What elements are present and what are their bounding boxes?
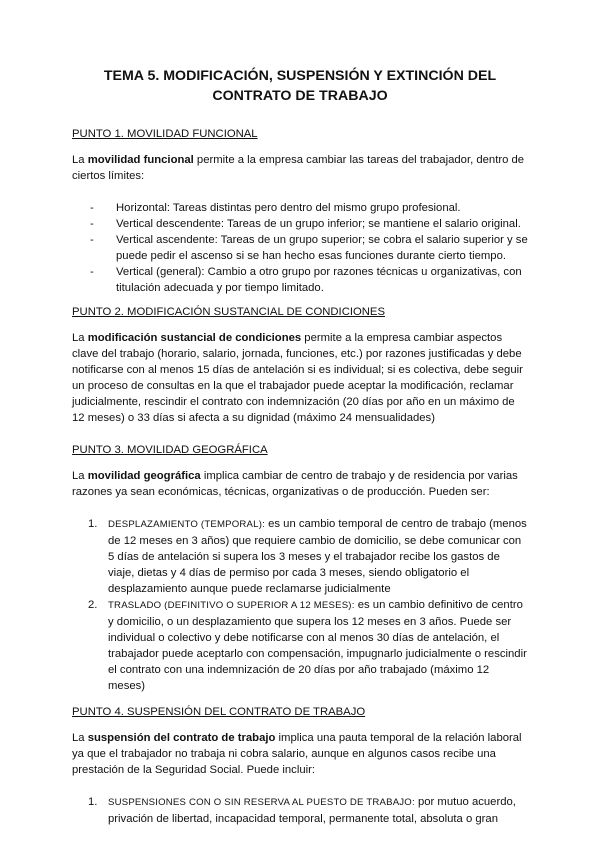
section-1-list [72, 200, 528, 296]
list-item-text: Horizontal: Tareas distintas pero dentro del mismo grupo profesional. [116, 202, 461, 214]
dash-bullet-icon: - [90, 202, 94, 214]
section-3-list [72, 516, 528, 694]
title-line-1: TEMA 5. MODIFICACIÓN, SUSPENSIÓN Y EXTINCIÓN DEL [103, 68, 497, 84]
intro-bold-term: suspensión del contrato de trabajo [87, 732, 276, 744]
list-item-text: Vertical ascendente: Tareas de un grupo superior; se cobra el salario superior y se puede pedir el ascenso si se han hecho esas funciones durante cierto tiempo. [116, 234, 528, 262]
intro-text: implica una pauta temporal de la relación laboral ya que el trabajador no trabaja ni cobra salario, aunque en algunos casos recibe una prestación de la Seguridad Social. Puede incluir: [72, 732, 522, 776]
intro-bold-term: movilidad funcional [87, 154, 194, 166]
intro-text: permite a la empresa cambiar las tareas del trabajador, dentro de ciertos límites: [72, 154, 525, 182]
intro-bold-term: modificación sustancial de condiciones [87, 332, 302, 344]
intro-text: La [72, 332, 88, 344]
list-item-text: es un cambio definitivo de centro y domicilio, o un desplazamiento que supera los 12 meses en 3 años. Puede ser individual o colectivo y debe notificarse con al menos 30 días de antelación, el trabajador puede aceptarlo con compensación, impugnarlo judicialmente o rescindir el contrato con una indemnización de 20 días por año trabajado (máximo 12 meses) [108, 599, 527, 692]
intro-text: permite a la empresa cambiar aspectos clave del trabajo (horario, salario, jornada, funciones, etc.) por razones justificadas y debe notificarse con al menos 15 días de antelación si es individual; si es colectiva, debe seguir un proceso de consultas en la que el trabajador puede aceptar la modificación, reclamar judicialmente, rescindir el contrato con indemnización (20 días por año en un máximo de 12 meses) o 33 días si afecta a su dignidad (máximo 24 mensualidades) [72, 332, 523, 424]
dash-bullet-icon: - [90, 266, 94, 278]
list-item-label: TRASLADO (DEFINITIVO O SUPERIOR A 12 MESES): [108, 600, 355, 611]
list-item [88, 597, 528, 694]
section-heading-2: PUNTO 2. MODIFICACIÓN SUSTANCIAL DE CONDICIONES [72, 306, 386, 318]
list-item [90, 264, 528, 296]
list-item-label: DESPLAZAMIENTO (TEMPORAL): [108, 519, 265, 530]
section-heading-3: PUNTO 3. MOVILIDAD GEOGRÁFICA [72, 444, 268, 456]
list-item [88, 794, 528, 827]
section-2-intro [72, 330, 528, 426]
list-item-text: Vertical (general): Cambio a otro grupo por razones técnicas u organizativas, con titulación adecuada y por tiempo limitado. [116, 266, 522, 294]
list-item-label: SUSPENSIONES CON O SIN RESERVA AL PUESTO DE TRABAJO: [108, 797, 415, 808]
list-item [90, 216, 528, 232]
section-3-intro [72, 468, 528, 500]
list-number: 1. [88, 518, 98, 530]
intro-text: La [72, 470, 88, 482]
list-number: 2. [88, 599, 98, 611]
section-4-list [72, 794, 528, 827]
intro-text: implica cambiar de centro de trabajo y de residencia por varias razones ya sean económicas, técnicas, organizativas o de producción. Pueden ser: [72, 470, 518, 498]
dash-bullet-icon: - [90, 234, 94, 246]
list-item-text: es un cambio temporal de centro de trabajo (menos de 12 meses en 3 años) que requiere cambio de domicilio, se debe comunicar con 5 días de antelación si supera los 3 meses y el trabajador recibe los gastos de viaje, dietas y 4 días de permiso por cada 3 meses, siendo obligatorio el desplazamiento aunque puede reclamarse judicialmente [108, 518, 527, 595]
section-1-intro [72, 152, 528, 184]
list-item-text: Vertical descendente: Tareas de un grupo inferior; se mantiene el salario original. [116, 218, 521, 230]
intro-bold-term: movilidad geográfica [87, 470, 201, 482]
section-4-intro [72, 730, 528, 778]
section-heading-4: PUNTO 4. SUSPENSIÓN DEL CONTRATO DE TRABAJO [72, 706, 366, 718]
list-item [88, 516, 528, 597]
document-title [72, 66, 528, 106]
list-item [90, 200, 528, 216]
title-line-2: CONTRATO DE TRABAJO [212, 88, 388, 104]
list-item-text: por mutuo acuerdo, privación de libertad, incapacidad temporal, permanente total, absoluta o gran [108, 796, 516, 825]
section-heading-1: PUNTO 1. MOVILIDAD FUNCIONAL [72, 128, 258, 140]
list-item [90, 232, 528, 264]
intro-text: La [72, 732, 88, 744]
intro-text: La [72, 154, 88, 166]
dash-bullet-icon: - [90, 218, 94, 230]
list-number: 1. [88, 796, 98, 808]
